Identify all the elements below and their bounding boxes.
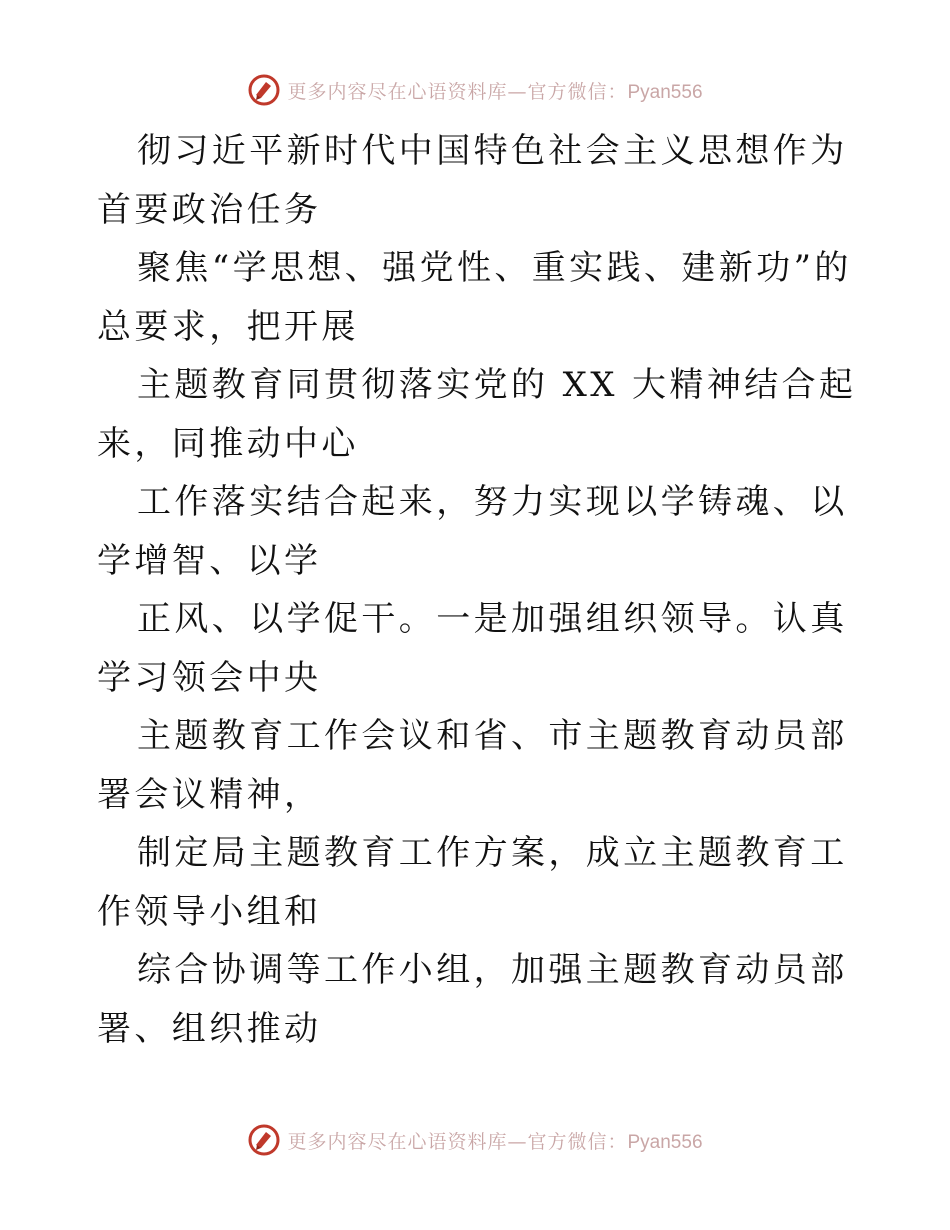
banner-prefix: 更多内容尽在心语资料库—官方微信：	[287, 80, 628, 103]
paragraph: 正风、以学促干。一是加强组织领导。认真学习领会中央	[97, 599, 848, 698]
header-banner	[0, 70, 950, 110]
paragraph: 工作落实结合起来，努力实现以学铸魂、以学增智、以学	[97, 482, 848, 581]
wechat-id: Pyan556	[627, 81, 703, 103]
wechat-id: Pyan556	[627, 1131, 703, 1153]
brand-logo-icon	[247, 73, 281, 107]
paragraph: 制定局主题教育工作方案，成立主题教育工作领导小组和	[97, 833, 848, 932]
paragraph: 主题教育同贯彻落实党的 XX 大精神结合起来，同推动中心	[97, 365, 857, 464]
brand-logo-icon	[247, 1123, 281, 1157]
banner-prefix: 更多内容尽在心语资料库—官方微信：	[287, 1130, 628, 1153]
paragraph: 主题教育工作会议和省、市主题教育动员部署会议精神，	[97, 716, 848, 815]
document-body	[97, 122, 857, 1058]
paragraph: 聚焦“学思想、强党性、重实践、建新功”的总要求，把开展	[97, 248, 852, 347]
paragraph: 综合协调等工作小组，加强主题教育动员部署、组织推动	[97, 950, 848, 1049]
paragraph: 彻习近平新时代中国特色社会主义思想作为首要政治任务	[97, 131, 848, 230]
banner-text	[287, 77, 702, 104]
footer-banner	[0, 1120, 950, 1160]
banner-text	[287, 1127, 702, 1154]
